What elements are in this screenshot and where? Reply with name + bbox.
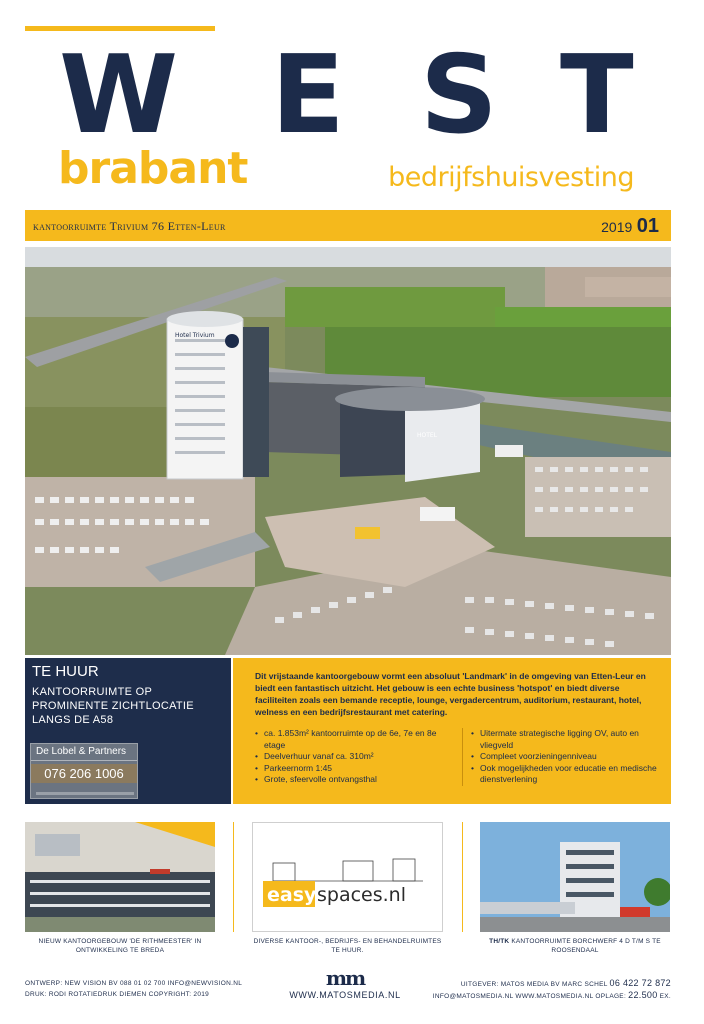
thumb-borchwerf-photo — [480, 822, 670, 932]
thumb-caption-rithmeester: NIEUW KANTOORGEBOUW 'DE RITHMEESTER' IN ONTWIKKELING TE BREDA — [38, 938, 202, 954]
masthead-letter-w: W — [59, 33, 179, 158]
feature-item: • Compleet voorzieningenniveau — [471, 751, 666, 763]
banner-issue — [601, 215, 659, 238]
issue-number: 01 — [636, 215, 659, 237]
listing-details-panel — [233, 658, 671, 804]
agent-phone: 076 206 1006 — [31, 764, 137, 783]
feature-list-right — [471, 728, 666, 786]
feature-divider — [462, 728, 463, 786]
publisher-url-link[interactable]: WWW.MATOSMEDIA.NL — [289, 990, 401, 1000]
feature-item: • Uitermate strategische ligging OV, auto en vliegveld — [471, 728, 666, 751]
hotel-label: HOTEL — [417, 432, 438, 439]
easyspaces-logo-easy: easy — [267, 884, 317, 906]
feature-item: • Parkeernorm 1:45 — [255, 763, 455, 775]
masthead-letter-e: E — [271, 33, 345, 158]
feature-item: • Deelverhuur vanaf ca. 310m² — [255, 751, 455, 763]
top-accent-rule — [25, 26, 215, 31]
masthead-subtitle: bedrijfshuisvesting — [388, 162, 634, 193]
issue-year: 2019 — [601, 219, 633, 235]
agent-divider — [31, 760, 137, 761]
thumb-easyspaces — [252, 822, 443, 932]
footer-print-credit: DRUK: RODI ROTATIEDRUK DIEMEN COPYRIGHT: 2019 — [25, 991, 210, 998]
listing-intro: Dit vrijstaande kantoorgebouw vormt een absoluut 'Landmark' in de omgeving van Etten-Leur en biedt een fantastisch uitzicht. Het gebouw is een echte business 'hotspot' en biedt diverse faciliteiten zoals een bemande receptie, lounge, vergadercentrum, auditorium, restaurant, hotel, welness en een bedrijfsrestaurant met catering. — [255, 671, 646, 717]
thumb-caption-borchwerf: TH/TK KANTOORRUIMTE BORCHWERF 4 D T/M S TE ROOSENDAAL — [489, 938, 661, 954]
footer-circulation-line: INFO@MATOSMEDIA.NL WWW.MATOSMEDIA.NL OPLAGE: 22.500 EX. — [432, 990, 671, 1000]
thumb-rithmeester-photo — [25, 822, 215, 932]
listing-subheading: KANTOORRUIMTE OP PROMINENTE ZICHTLOCATIE LANGS DE A58 — [32, 686, 194, 726]
agent-name: De Lobel & Partners — [36, 746, 127, 757]
hero-aerial-photo — [25, 247, 671, 655]
easyspaces-logo-spaces: spaces.nl — [317, 884, 406, 906]
agent-card — [30, 743, 138, 799]
listing-summary-panel — [25, 658, 231, 804]
hotel-sign: Hotel Trivium — [175, 332, 215, 339]
footer-design-credit: ONTWERP: NEW VISION BV 088 01 02 700 INFO@NEWVISION.NL — [25, 980, 243, 987]
masthead-letter-s: S — [420, 33, 498, 158]
banner-title: kantoorruimte Trivium 76 Etten-Leur — [33, 219, 226, 233]
issue-banner — [25, 210, 671, 241]
thumb-separator — [462, 822, 463, 932]
feature-item: • ca. 1.853m² kantoorruimte op de 6e, 7e en 8e etage — [255, 728, 455, 751]
thumb-separator — [233, 822, 234, 932]
feature-item: • Ook mogelijkheden voor educatie en medische dienstverlening — [471, 763, 666, 786]
feature-item: • Grote, sfeervolle ontvangsthal — [255, 774, 455, 786]
footer-publisher-info — [433, 978, 671, 1002]
thumb-caption-easyspaces: DIVERSE KANTOOR-, BEDRIJFS- EN BEHANDELRUIMTES TE HUUR. — [253, 938, 442, 954]
agent-footer-bar — [36, 792, 134, 795]
footer-publisher-line: UITGEVER: MATOS MEDIA BV MARC SCHEL 06 422 72 872 — [460, 978, 671, 988]
footer-credits — [25, 978, 242, 1000]
masthead-region: brabant — [58, 143, 248, 194]
matosmedia-logo: mm — [325, 966, 365, 990]
listing-heading: TE HUUR — [32, 663, 99, 680]
masthead-west — [25, 33, 675, 158]
feature-list-left — [255, 728, 455, 786]
masthead-letter-t: T — [560, 33, 634, 158]
footer-publisher-logo — [270, 968, 420, 1000]
